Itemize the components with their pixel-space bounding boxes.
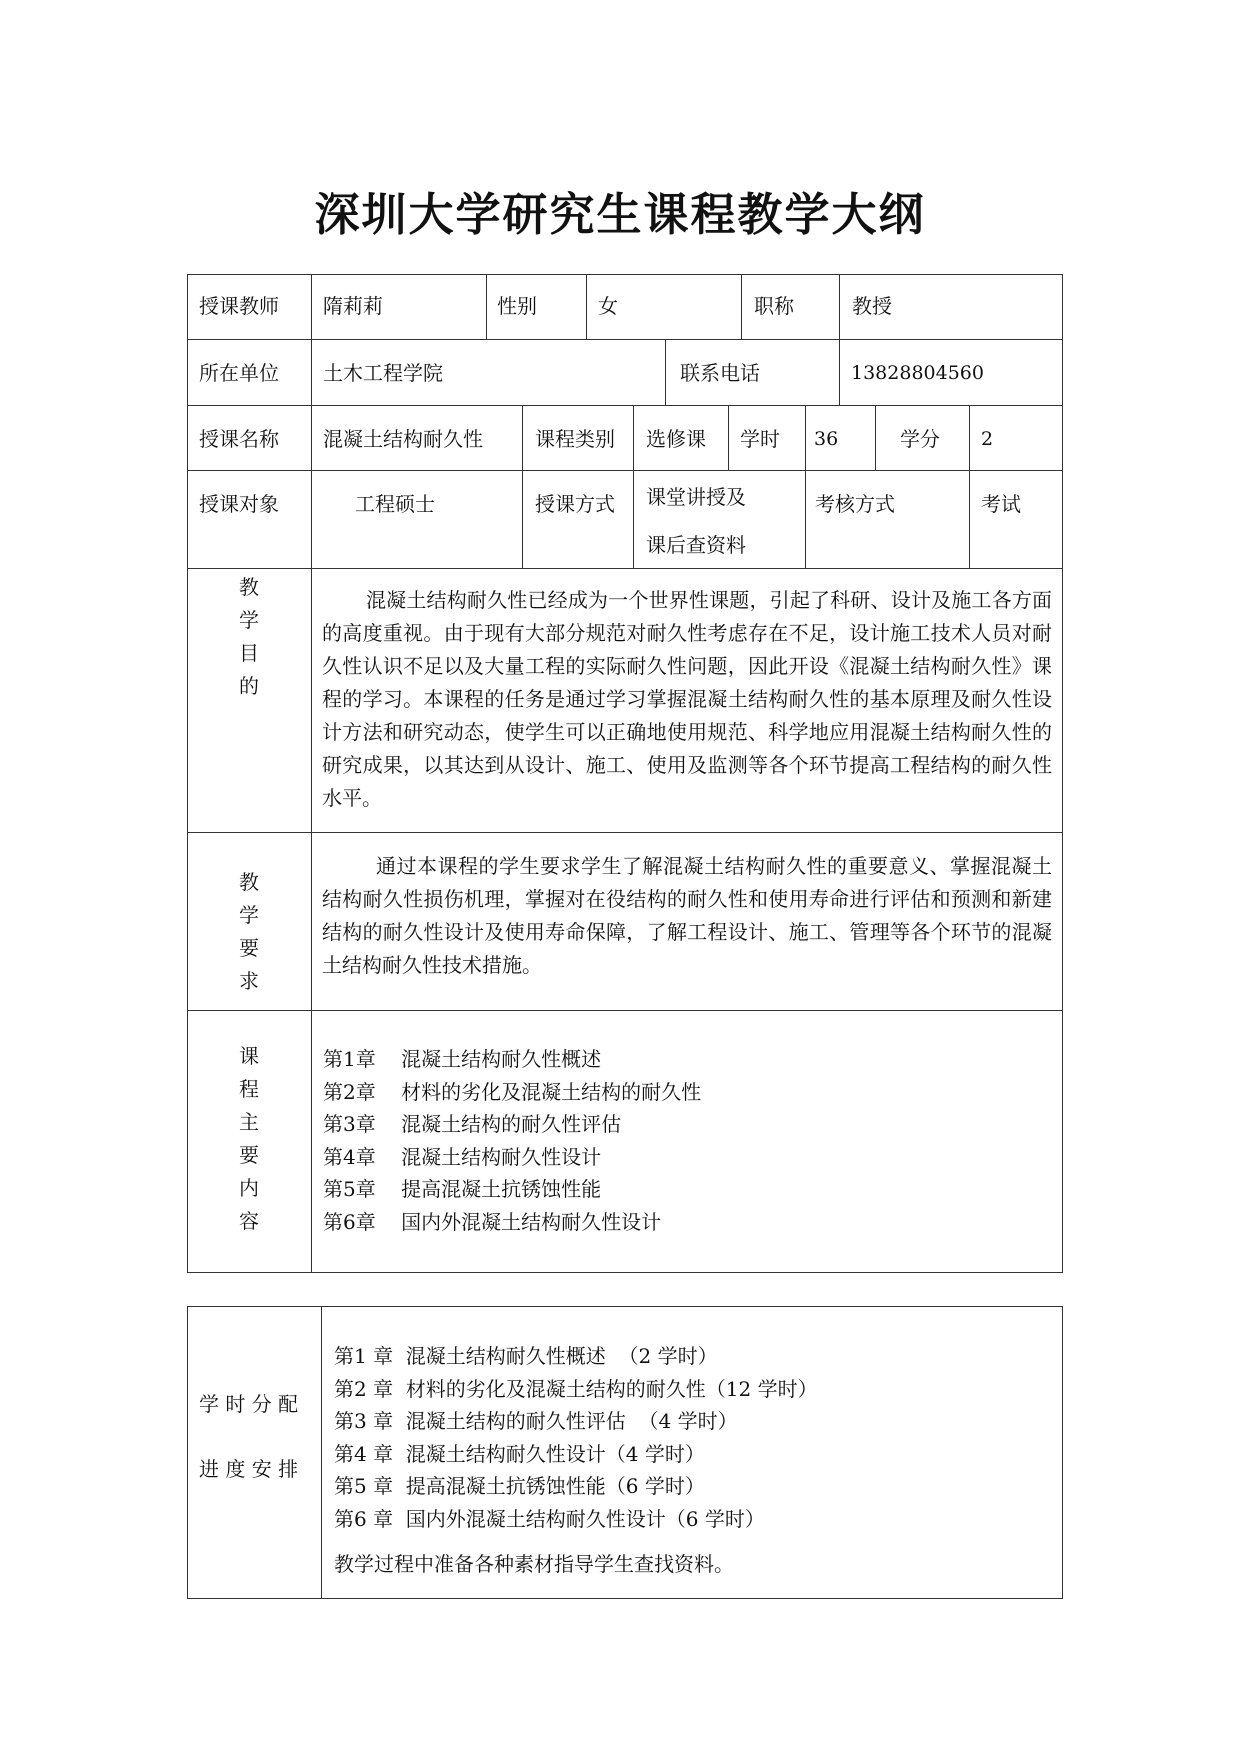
content-label-char: 容 [239,1209,259,1233]
category-value: 选修课 [646,427,706,451]
rank-value: 教授 [852,294,892,318]
table-rule [633,470,634,568]
method-value-line2: 课后查资料 [646,533,746,557]
list-item: 第6 章 国内外混凝土结构耐久性设计（6 学时） [334,1506,765,1531]
table-rule [586,274,587,339]
goal-label-char: 教 [239,575,259,599]
list-item: 第5章 提高混凝土抗锈蚀性能 [323,1177,602,1201]
requirement-label-char: 求 [239,969,259,993]
list-item: 第4章 混凝土结构耐久性设计 [323,1144,602,1169]
table-rule [321,1306,322,1598]
requirement-label-char: 学 [239,903,259,927]
table-rule [187,568,1063,569]
phone-label: 联系电话 [680,361,760,385]
method-label: 授课方式 [535,492,615,516]
table-rule [187,470,1063,471]
unit-label: 所在单位 [199,361,279,385]
table-rule [187,1272,1063,1273]
goal-text: 混凝土结构耐久性已经成为一个世界性课题，引起了科研、设计及施工各方面的高度重视。由于现有大部分规范对耐久性考虑存在不足，设计施工技术人员对耐久性认识不足以及大量工程的实际耐久性问题，因此开设《混凝土结构耐久性》课程的学习。本课程的任务是通过学习掌握混凝土结构耐久性的基本原理及耐久性设计方法和研究动态，使学生可以正确地使用规范、科学地应用混凝土结构耐久性的研究成果，以其达到从设计、施工、使用及监测等各个环节提高工程结构的耐久性水平。 [322,588,1052,810]
table-rule [187,1306,1063,1307]
unit-value: 土木工程学院 [323,361,443,385]
table-rule [633,405,634,470]
list-item: 第2 章 材料的劣化及混凝土结构的耐久性（12 学时） [334,1376,818,1401]
hours-label: 学时 [740,427,780,451]
exam-label: 考核方式 [815,492,895,516]
goal-label-char: 学 [239,608,259,632]
table-rule [187,832,1063,833]
table-rule [805,470,806,568]
goal-label-char: 的 [239,674,259,698]
table-rule [839,274,840,339]
schedule-list [334,1340,1054,1535]
teacher-label: 授课教师 [199,294,279,318]
exam-value: 考试 [981,492,1021,516]
table-rule [187,274,1063,275]
list-item: 第3章 混凝土结构的耐久性评估 [323,1112,622,1136]
list-item: 第5 章 提高混凝土抗锈蚀性能（6 学时） [334,1474,705,1498]
table-rule [875,405,876,470]
gender-value: 女 [598,294,618,318]
table-rule [969,470,970,568]
rank-label: 职称 [754,294,794,318]
content-label-char: 课 [239,1044,259,1068]
goal-label-char: 目 [239,641,259,665]
content-label-char: 内 [239,1176,259,1200]
table-rule [728,405,729,470]
list-item: 第4 章 混凝土结构耐久性设计（4 学时） [334,1441,705,1466]
table-rule [665,339,666,405]
course-label: 授课名称 [199,427,279,451]
list-item: 第1章 混凝土结构耐久性概述 [323,1047,602,1071]
course-value: 混凝土结构耐久性 [323,427,483,451]
table-rule [187,1306,188,1598]
hours-value: 36 [814,428,839,450]
credit-value: 2 [981,428,994,450]
table-rule [187,405,1063,406]
list-item: 第2章 材料的劣化及混凝土结构的耐久性 [323,1079,702,1104]
requirement-label [187,866,311,998]
teacher-value: 隋莉莉 [323,294,383,318]
table-rule [839,339,840,405]
table-rule [311,274,312,1272]
table-rule [1062,274,1063,1272]
table-rule [522,470,523,568]
requirement-label-char: 教 [239,870,259,894]
category-label: 课程类别 [535,427,615,451]
gender-label: 性别 [497,294,537,318]
list-item: 第1 章 混凝土结构耐久性概述 （2 学时） [334,1344,718,1368]
table-rule [187,339,1063,340]
table-rule [1062,1306,1063,1598]
requirement-text: 通过本课程的学生要求学生了解混凝土结构耐久性的重要意义、掌握混凝土结构耐久性损伤机理，掌握对在役结构的耐久性和使用寿命进行评估和预测和新建结构的耐久性设计及使用寿命保障，了解工程设计、施工、管理等各个环节的混凝土结构耐久性技术措施。 [322,854,1052,977]
table-rule [486,274,487,339]
target-value: 工程硕士 [355,492,435,516]
phone-value: 13828804560 [851,362,984,384]
schedule-label-line2: 进 度 安 排 [199,1457,299,1481]
content-label-char: 主 [239,1110,259,1134]
credit-label: 学分 [900,427,940,451]
list-item: 第3 章 混凝土结构的耐久性评估 （4 学时） [334,1409,738,1433]
page-title: 深圳大学研究生课程教学大纲 [314,188,926,241]
target-label: 授课对象 [199,492,279,516]
goal-label [187,571,311,703]
method-value-line1: 课堂讲授及 [646,485,746,509]
content-label-char: 程 [239,1077,259,1101]
table-rule [187,1010,1063,1011]
schedule-label-line1: 学 时 分 配 [199,1392,299,1416]
table-rule [522,405,523,470]
table-rule [969,405,970,470]
content-label-char: 要 [239,1143,259,1167]
table-rule [805,405,806,470]
table-rule [187,1598,1063,1599]
list-item: 第6章 国内外混凝土结构耐久性设计 [323,1209,662,1234]
requirement-label-char: 要 [239,936,259,960]
chapter-list [323,1043,1053,1238]
table-rule [741,274,742,339]
schedule-note: 教学过程中准备各种素材指导学生查找资料。 [334,1552,734,1576]
content-label [187,1040,311,1238]
